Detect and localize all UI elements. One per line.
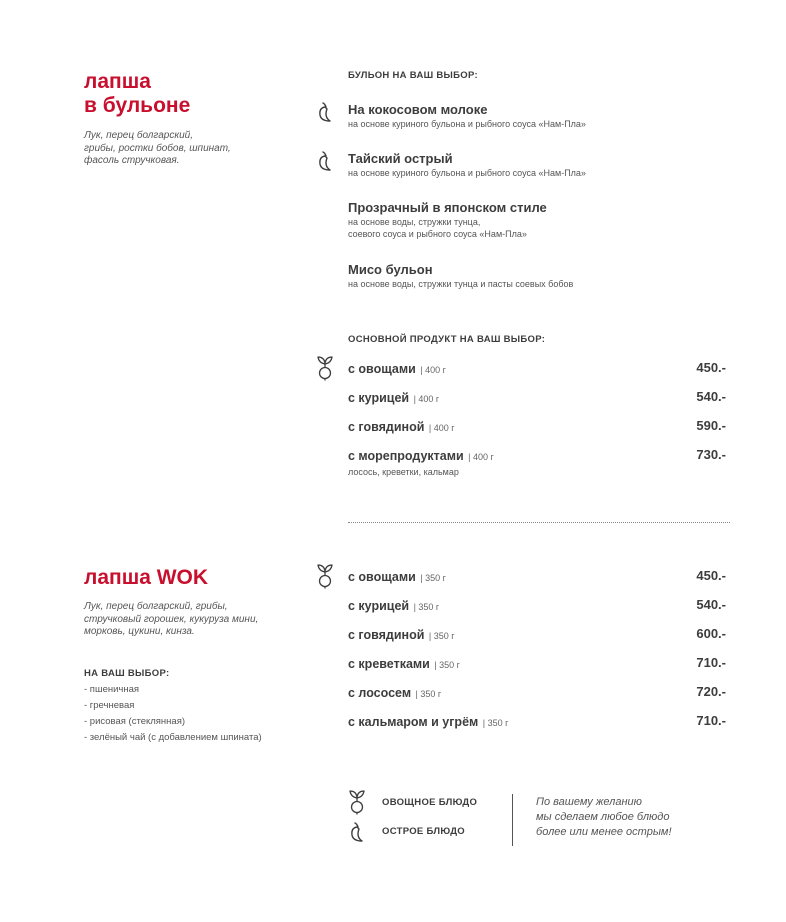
vegetable-icon: [346, 789, 368, 815]
wok-weight: | 350 г: [413, 602, 440, 612]
broth-desc: на основе воды, стружки тунца,: [348, 217, 481, 227]
product-weight: | 400 г: [468, 452, 494, 462]
broth-item: [348, 262, 573, 290]
wok-price: 710.-: [696, 713, 726, 728]
product-name: с говядиной: [348, 420, 425, 434]
broth-name: Тайский острый: [348, 151, 453, 166]
section2-title-text: лапша WOK: [84, 566, 209, 589]
wok-weight: | 350 г: [482, 718, 509, 728]
wok-price: 710.-: [696, 655, 726, 670]
wok-name: с кальмаром и угрём: [348, 715, 479, 729]
product-row: [348, 360, 728, 378]
product-price: 450.-: [696, 360, 726, 375]
product-name: с морепродуктами: [348, 449, 464, 463]
chili-icon: [314, 100, 336, 124]
section2-title: [84, 566, 208, 590]
product-price: 730.-: [696, 447, 726, 462]
vegetable-icon: [314, 355, 336, 381]
wok-row: [348, 713, 728, 731]
wok-name: с креветками: [348, 657, 430, 671]
broth-item: [348, 102, 586, 130]
broth-name: Прозрачный в японском стиле: [348, 200, 547, 215]
wok-row: [348, 684, 728, 702]
wok-row: [348, 626, 728, 644]
list-item: - гречневая: [84, 700, 135, 711]
product-row: [348, 447, 728, 465]
wok-weight: | 350 г: [420, 573, 446, 583]
product-weight: | 400 г: [420, 365, 446, 375]
chili-icon: [346, 820, 368, 844]
wok-weight: | 350 г: [415, 689, 442, 699]
note-line: более или менее острым!: [536, 826, 672, 838]
wok-row: [348, 597, 728, 615]
section1-title-line1: лапша: [84, 70, 151, 93]
legend-spicy-label: ОСТРОЕ БЛЮДО: [382, 826, 465, 837]
list-item: - зелёный чай (с добавлением шпината): [84, 732, 262, 743]
wok-row: [348, 568, 728, 586]
broth-desc: соевого соуса и рыбного соуса «Нам-Пла»: [348, 229, 527, 239]
wok-price: 720.-: [696, 684, 726, 699]
legend-separator: [512, 794, 513, 846]
section2-desc-line: Лук, перец болгарский, грибы,: [84, 601, 228, 612]
section1-desc-line: Лук, перец болгарский,: [84, 130, 193, 141]
legend-note: [536, 795, 716, 840]
legend-veg-label: ОВОЩНОЕ БЛЮДО: [382, 797, 478, 808]
section1-title: [84, 70, 190, 118]
list-item: - рисовая (стеклянная): [84, 716, 186, 727]
broth-desc: на основе куриного бульона и рыбного соуса «Нам-Пла»: [348, 168, 586, 178]
product-subtext: лосось, креветки, кальмар: [348, 467, 459, 477]
list-item: - пшеничная: [84, 684, 140, 695]
section1-desc-line: фасоль стручковая.: [84, 155, 180, 166]
product-name: с курицей: [348, 391, 410, 405]
product-price: 590.-: [696, 418, 726, 433]
section1-desc-line: грибы, ростки бобов, шпинат,: [84, 142, 231, 154]
wok-name: с говядиной: [348, 628, 425, 642]
section1-description: [84, 130, 284, 168]
section2-description: [84, 601, 304, 639]
section-divider: [348, 522, 730, 523]
product-row: [348, 389, 728, 407]
broth-item: [348, 151, 586, 179]
section2-desc-line: стручковый горошек, кукуруза мини,: [84, 613, 259, 625]
chili-icon: [314, 149, 336, 173]
note-line: По вашему желанию: [536, 796, 642, 808]
product-row: [348, 418, 728, 436]
section2-desc-line: морковь, цукини, кинза.: [84, 626, 195, 637]
broth-item: [348, 200, 547, 240]
wok-price: 600.-: [696, 626, 726, 641]
product-weight: | 400 г: [428, 423, 455, 433]
product-name: с овощами: [348, 362, 416, 376]
wok-weight: | 350 г: [434, 660, 460, 670]
wok-name: с овощами: [348, 570, 416, 584]
product-heading: ОСНОВНОЙ ПРОДУКТ НА ВАШ ВЫБОР:: [348, 334, 546, 345]
wok-price: 450.-: [696, 568, 726, 583]
vegetable-icon: [314, 563, 336, 589]
noodle-choice-heading: НА ВАШ ВЫБОР:: [84, 668, 170, 679]
broth-heading: БУЛЬОН НА ВАШ ВЫБОР:: [348, 70, 478, 81]
broth-desc: на основе воды, стружки тунца и пасты соевых бобов: [348, 279, 574, 289]
wok-weight: | 350 г: [428, 631, 455, 641]
broth-desc: на основе куриного бульона и рыбного соуса «Нам-Пла»: [348, 119, 586, 129]
wok-price: 540.-: [696, 597, 726, 612]
broth-name: Мисо бульон: [348, 262, 433, 277]
wok-name: с курицей: [348, 599, 410, 613]
product-price: 540.-: [696, 389, 726, 404]
noodle-choice-list: [84, 682, 314, 746]
wok-name: с лососем: [348, 686, 412, 700]
product-weight: | 400 г: [413, 394, 440, 404]
note-line: мы сделаем любое блюдо: [536, 811, 670, 823]
section1-title-line2: в бульоне: [84, 94, 191, 117]
wok-row: [348, 655, 728, 673]
broth-name: На кокосовом молоке: [348, 102, 488, 117]
